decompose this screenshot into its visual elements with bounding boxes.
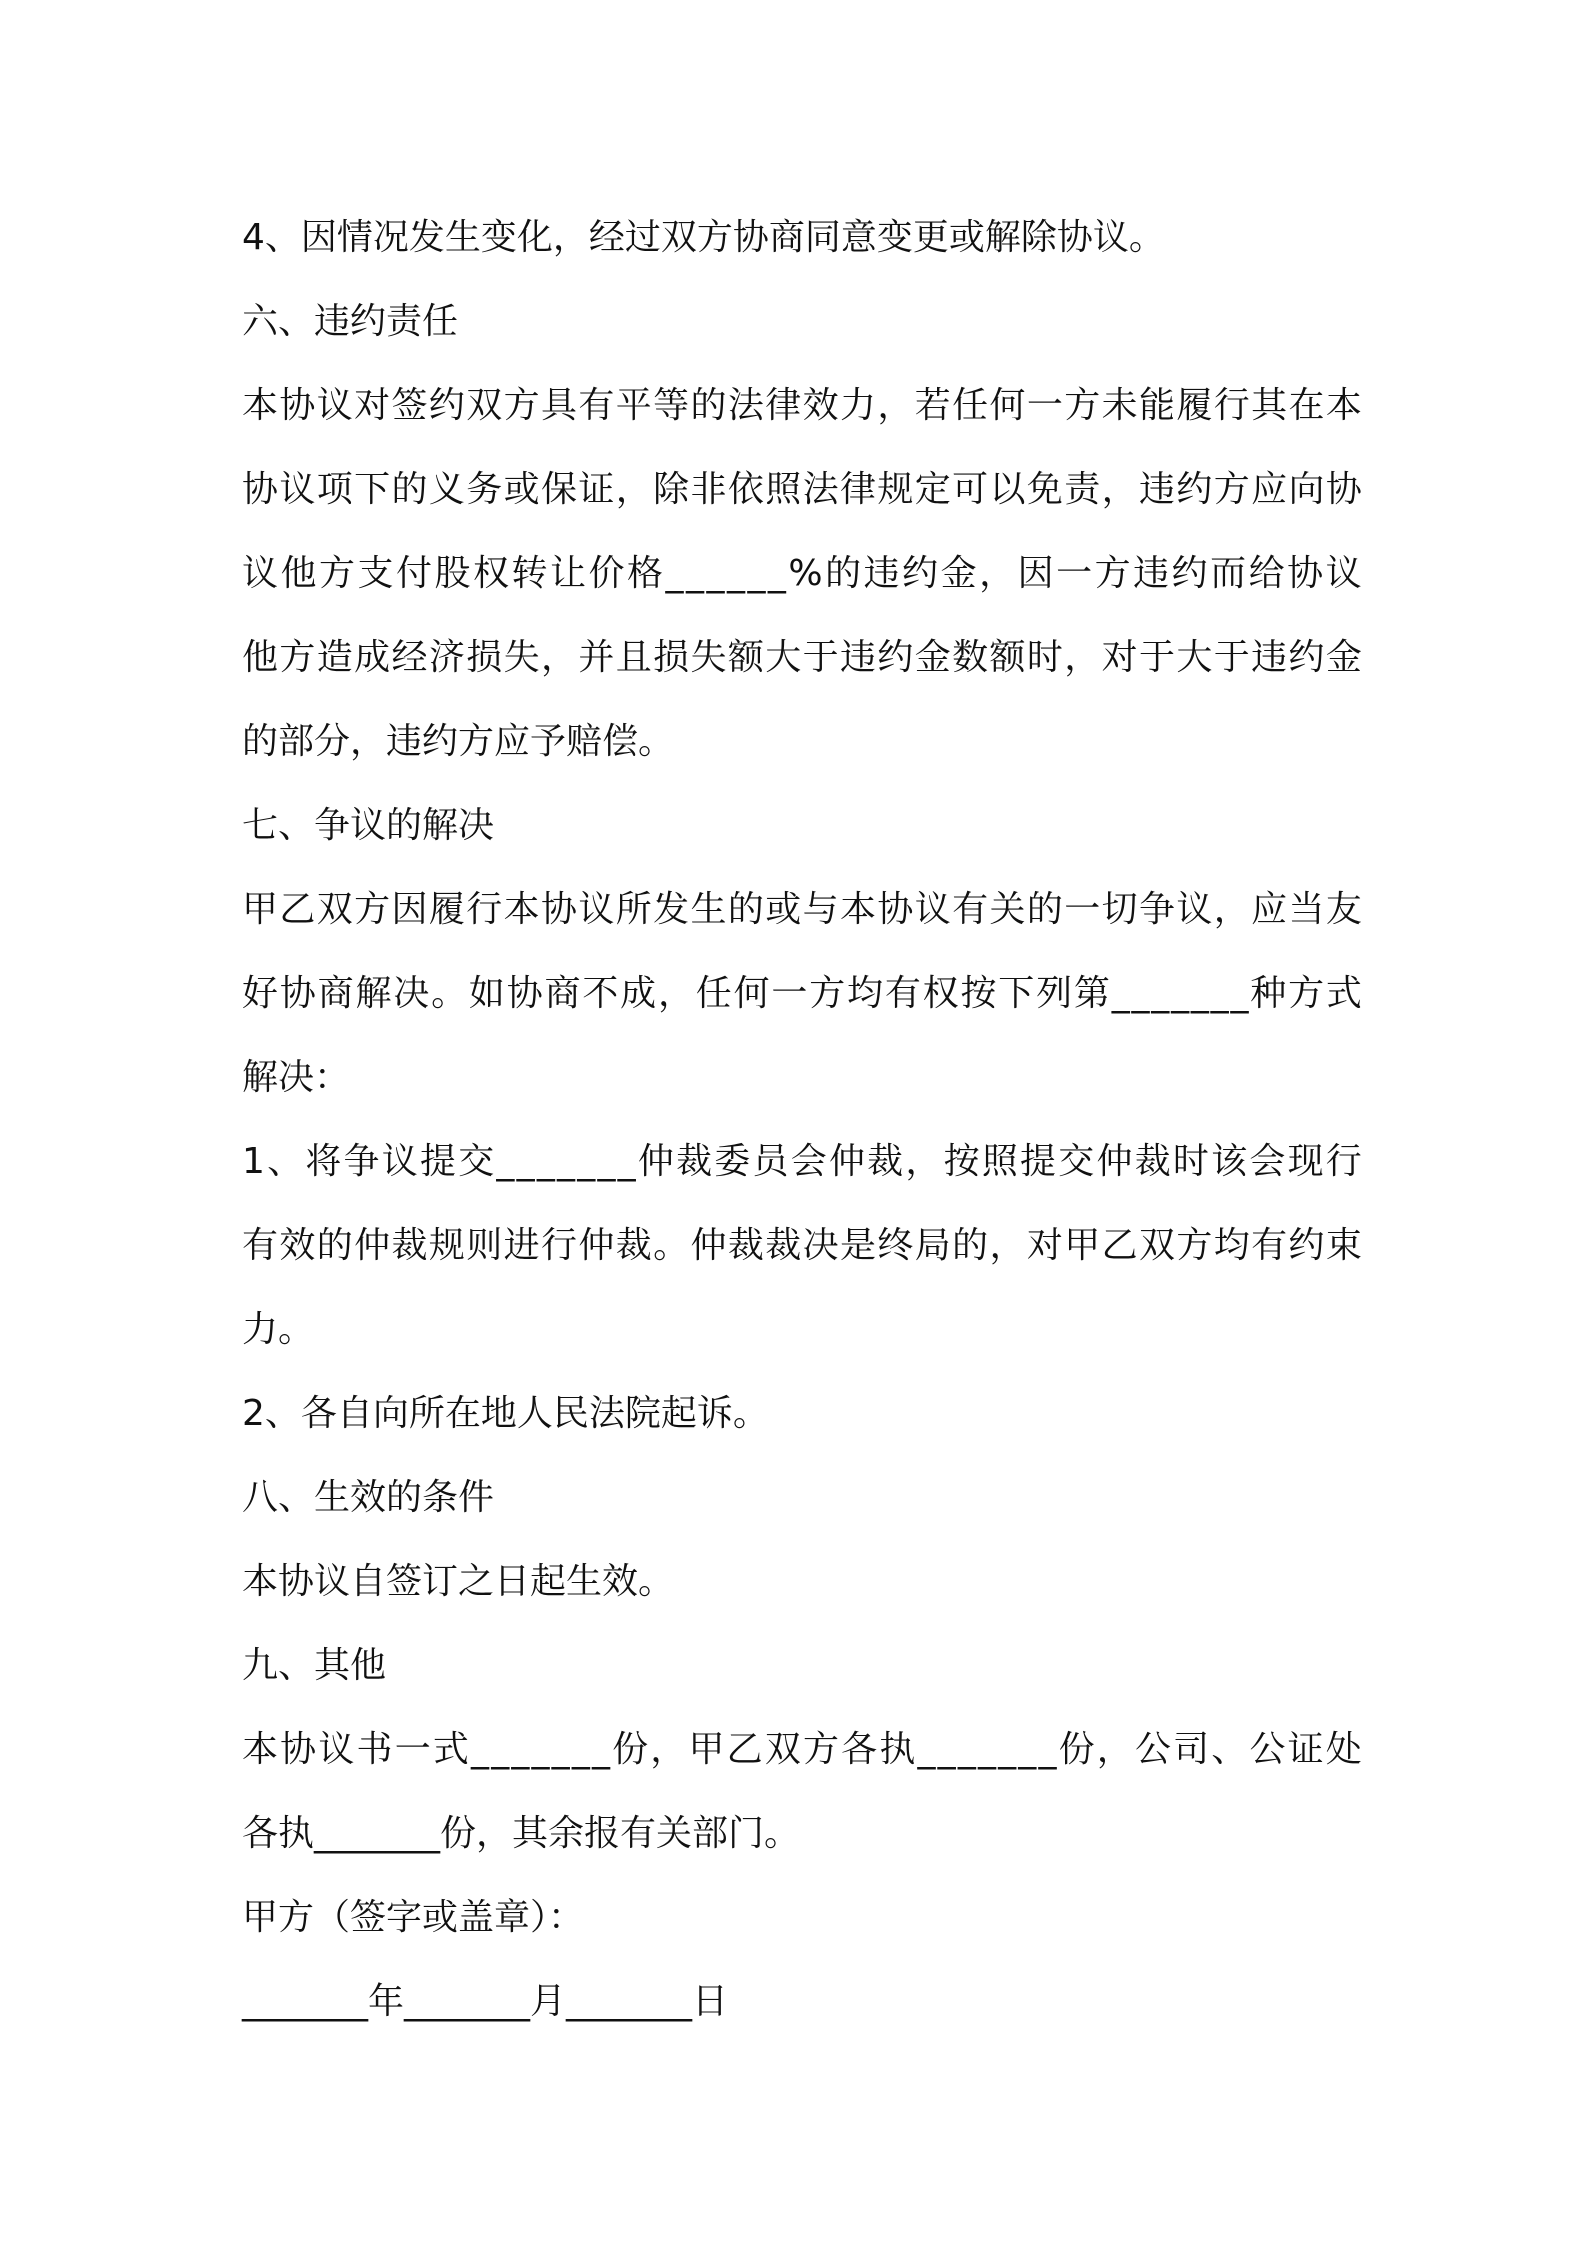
document-page [242, 196, 1362, 2044]
text-line: 本 协 议 书 一 式 _ _ _ _ _ _ _ 份 ， 甲 乙 双 方 各 执 _ _ _ _ _ _ _ 份 ， 公 司 、 公 证 处 [242, 1729, 1362, 1770]
text-line: 的部分，违约方应予赔偿。 [242, 721, 675, 762]
text-line: 有 效 的 仲 裁 规 则 进 行 仲 裁 。 仲 裁 裁 决 是 终 局 的 ， 对 甲 乙 双 方 均 有 约 束 [242, 1225, 1362, 1266]
section-heading-dispute: 七、争议的解决 [242, 805, 495, 846]
text-line: 解决： [242, 1057, 351, 1098]
section-heading-effective: 八、生效的条件 [242, 1477, 495, 1518]
date-line: _______年_______月_______日 [242, 1981, 728, 2022]
text-line: 力。 [242, 1309, 315, 1350]
text-line: 好 协 商 解 决 。 如 协 商 不 成 ， 任 何 一 方 均 有 权 按 下 列 第 _ _ _ _ _ _ _ 种 方 式 [242, 973, 1362, 1014]
text-line: 议 他 方 支 付 股 权 转 让 价 格 _ _ _ _ _ _ % 的 违 约 金 ， 因 一 方 违 约 而 给 协 议 [242, 553, 1362, 594]
text-line: 各执_______份，其余报有关部门。 [242, 1813, 801, 1854]
text-line: 本 协 议 对 签 约 双 方 具 有 平 等 的 法 律 效 力 ， 若 任 何 一 方 未 能 履 行 其 在 本 [242, 385, 1362, 426]
signature-party-a-label: 甲方（签字或盖章）： [242, 1897, 585, 1938]
text-line: 他 方 造 成 经 济 损 失 ， 并 且 损 失 额 大 于 违 约 金 数 额 时 ， 对 于 大 于 违 约 金 [242, 637, 1362, 678]
section-heading-breach: 六、违约责任 [242, 301, 459, 342]
text-line: 2、各自向所在地人民法院起诉。 [242, 1393, 769, 1434]
text-line: 4、因情况发生变化，经过双方协商同意变更或解除协议。 [242, 217, 1165, 258]
text-line: 甲 乙 双 方 因 履 行 本 协 议 所 发 生 的 或 与 本 协 议 有 关 的 一 切 争 议 ， 应 当 友 [242, 889, 1362, 930]
text-line: 协 议 项 下 的 义 务 或 保 证 ， 除 非 依 照 法 律 规 定 可 以 免 责 ， 违 约 方 应 向 协 [242, 469, 1362, 510]
section-heading-other: 九、其他 [242, 1645, 387, 1686]
text-line: 本协议自签订之日起生效。 [242, 1561, 675, 1602]
text-line: 1 、 将 争 议 提 交 _ _ _ _ _ _ _ 仲 裁 委 员 会 仲 裁 ， 按 照 提 交 仲 裁 时 该 会 现 行 [242, 1141, 1362, 1182]
